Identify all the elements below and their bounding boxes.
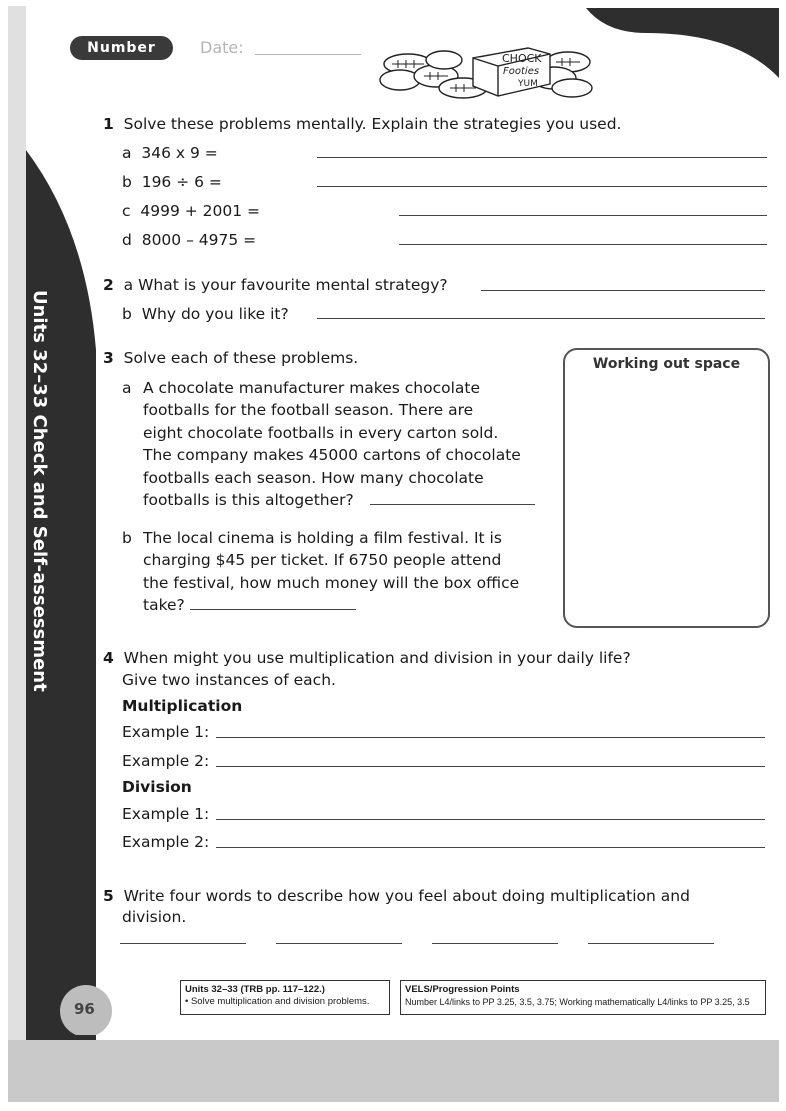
q5-word-line-2[interactable] xyxy=(276,943,402,944)
logo-text-yum: YUM xyxy=(518,79,538,89)
q5-prompt-line-2: division. xyxy=(122,908,187,926)
strand-badge: Number xyxy=(70,36,173,60)
footer-shadow xyxy=(8,1040,779,1102)
q3b-line-3: the festival, how much money will the box office xyxy=(143,574,520,592)
working-out-title: Working out space xyxy=(592,356,741,372)
q1b-answer-line[interactable] xyxy=(317,186,767,187)
q2b: b Why do you like it? xyxy=(122,305,289,323)
date-label: Date: xyxy=(200,38,244,57)
vels-info-title: VELS/Progression Points xyxy=(405,984,520,995)
q3a-line-1: A chocolate manufacturer makes chocolate xyxy=(143,379,481,397)
q1c: c 4999 + 2001 = xyxy=(122,202,261,220)
logo-text-chock: CHOCK xyxy=(502,52,542,65)
q3a-line-6: footballs is this altogether? xyxy=(143,491,354,509)
units-info-box xyxy=(180,980,390,1015)
q3a-line-2: footballs for the football season. There are xyxy=(143,401,474,419)
date-field[interactable] xyxy=(255,54,361,55)
logo-text-footies: Footies xyxy=(503,66,540,77)
q3a-line-3: eight chocolate footballs in every carton sold. xyxy=(143,424,499,442)
q3a-letter: a xyxy=(122,379,132,397)
q5-prompt-line-1: 5 Write four words to describe how you feel about doing multiplication and xyxy=(103,887,690,905)
q2a: 2 a What is your favourite mental strategy? xyxy=(103,276,448,294)
q2a-answer-line[interactable] xyxy=(481,290,765,291)
division-heading: Division xyxy=(122,778,192,796)
q3b-letter: b xyxy=(122,529,132,547)
q4-prompt-line-1: 4 When might you use multiplication and division in your daily life? xyxy=(103,649,631,667)
q3a-line-5: footballs each season. How many chocolate xyxy=(143,469,484,487)
units-info-item: • Solve multiplication and division problems. xyxy=(185,996,370,1007)
working-out-box[interactable] xyxy=(563,348,770,628)
q3a-answer-line[interactable] xyxy=(370,504,535,505)
q1d-answer-line[interactable] xyxy=(399,244,767,245)
mult-example-1-label: Example 1: xyxy=(122,723,210,741)
div-example-2-label: Example 2: xyxy=(122,833,210,851)
div-example-1-line[interactable] xyxy=(216,819,765,820)
mult-example-1-line[interactable] xyxy=(216,737,765,738)
div-example-1-label: Example 1: xyxy=(122,805,210,823)
vels-info-box xyxy=(400,980,766,1015)
page-spine xyxy=(8,6,26,1046)
q3b-line-4: take? xyxy=(143,596,185,614)
q1a: a 346 x 9 = xyxy=(122,144,218,162)
q5-word-line-4[interactable] xyxy=(588,943,714,944)
q3a-line-4: The company makes 45000 cartons of chocolate xyxy=(143,446,521,464)
q1-prompt: 1 Solve these problems mentally. Explain the strategies you used. xyxy=(103,115,622,133)
q3b-line-1: The local cinema is holding a film festival. It is xyxy=(143,529,502,547)
mult-example-2-line[interactable] xyxy=(216,766,765,767)
q3b-answer-line[interactable] xyxy=(190,609,356,610)
q4-prompt-line-2: Give two instances of each. xyxy=(122,671,336,689)
page-number: 96 xyxy=(74,1000,95,1018)
q1b: b 196 ÷ 6 = xyxy=(122,173,222,191)
corner-decoration xyxy=(586,8,779,78)
vels-info-text: Number L4/links to PP 3.25, 3.5, 3.75; Working mathematically L4/links to PP 3.25, 3.5 xyxy=(405,997,750,1007)
q1d: d 8000 – 4975 = xyxy=(122,231,257,249)
chock-footies-logo xyxy=(378,44,594,102)
q1c-answer-line[interactable] xyxy=(399,215,767,216)
q1a-answer-line[interactable] xyxy=(317,157,767,158)
multiplication-heading: Multiplication xyxy=(122,697,243,715)
q3-prompt: 3 Solve each of these problems. xyxy=(103,349,359,367)
q5-word-line-3[interactable] xyxy=(432,943,558,944)
mult-example-2-label: Example 2: xyxy=(122,752,210,770)
q5-word-line-1[interactable] xyxy=(120,943,246,944)
div-example-2-line[interactable] xyxy=(216,847,765,848)
sidebar-title: Units 32–33 Check and Self-assessment xyxy=(29,290,50,692)
q3b-line-2: charging $45 per ticket. If 6750 people attend xyxy=(143,551,502,569)
q2b-answer-line[interactable] xyxy=(317,318,765,319)
units-info-title: Units 32–33 (TRB pp. 117–122.) xyxy=(185,984,325,995)
